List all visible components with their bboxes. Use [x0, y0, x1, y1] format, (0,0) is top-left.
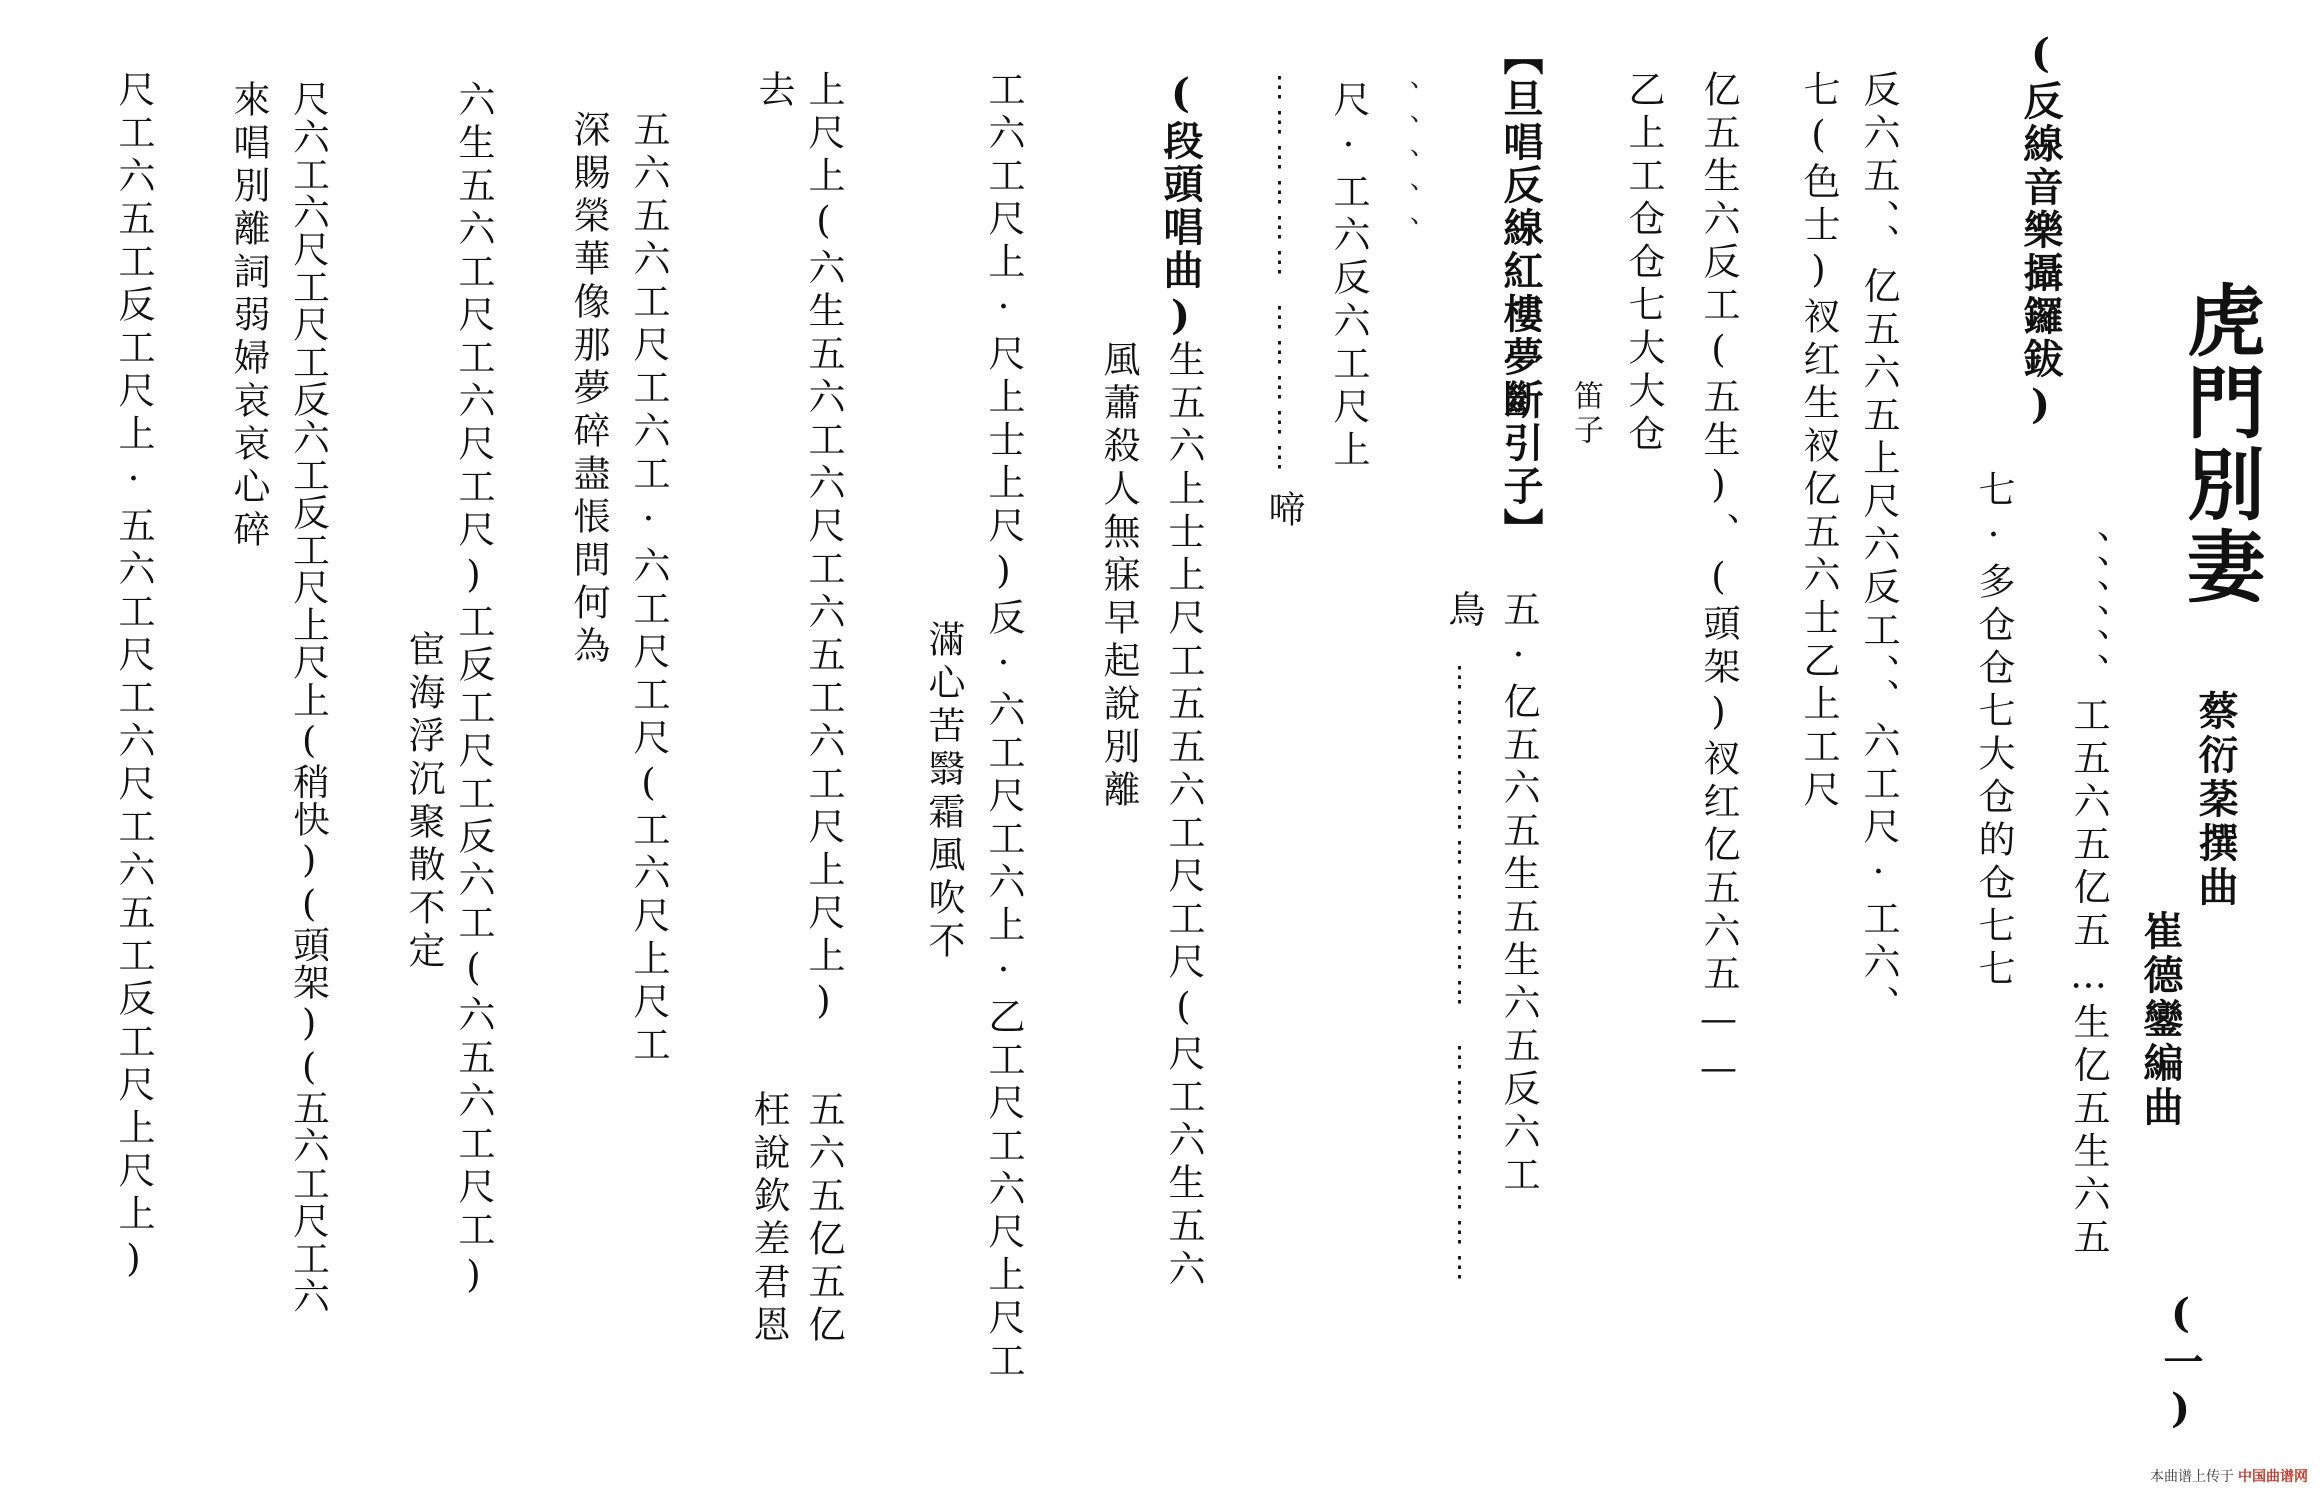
- notation-column: 、、、、、、工五六五亿五…生亿五生六五: [2067, 530, 2110, 1261]
- duan-heading: (段頭唱曲): [1157, 70, 1204, 342]
- notation-column: 尺六工六尺工尺工反六工反工尺上尺上(稍快)(頭架)(五六工尺工六: [287, 80, 331, 1315]
- instrument-label: 笛子: [1568, 380, 1603, 448]
- ellipsis-dots: ⋮⋮⋮⋮⋮⋮⋮: [1443, 1040, 1476, 1285]
- intro-heading: (反線音樂攝鑼鈸): [2017, 30, 2064, 431]
- notation-column: 六生五六工尺工六尺工尺)工反工尺工反六工(六五六工尺工): [452, 80, 495, 1302]
- lyric-column: 深賜榮華像那夢碎盡悵問何為: [567, 110, 610, 669]
- notation-column: 尺·工六反六工尺上: [1327, 80, 1370, 473]
- footer-text: 本曲谱上传于: [2150, 1469, 2234, 1485]
- ellipsis-dots: ⋮⋮⋮⋮⋮: [1263, 300, 1296, 475]
- lyric-column: 鳥: [1442, 590, 1485, 633]
- notation-column: 上尺上(六生五六工六尺工六五工六工尺上尺上): [802, 70, 845, 1028]
- notation-column: 反六五、、亿五六五上尺六反工、、六工尺·工六、: [1857, 70, 1900, 1028]
- lyric-column: 宦海浮沉聚散不定: [402, 630, 445, 974]
- yin-heading: 【旦唱反線紅樓夢斷引子】: [1497, 35, 1544, 551]
- notation-column: 乙上工仓仓七大大仓: [1622, 70, 1665, 457]
- lyric-column: 啼: [1262, 490, 1305, 533]
- footer-watermark: [2150, 1466, 2308, 1486]
- lyric-column: 滿心苦翳霜風吹不: [922, 620, 965, 964]
- notation-column: 亿五生六反工(五生)、(頭架)衩红亿五六五——: [1697, 70, 1740, 1095]
- page-title: 虎門別妻: [2174, 280, 2265, 608]
- lyric-column: 去: [752, 70, 795, 113]
- page-number: (一): [2157, 1290, 2204, 1436]
- notation-column: 生五六上士上尺工五五六工尺工尺(尺工六生五六: [1162, 340, 1205, 1292]
- lyricist-credit: 蔡衍棻撰曲: [2192, 690, 2239, 910]
- notation-column: 五·亿五六五生五生六五反六工: [1497, 590, 1540, 1198]
- arranger-credit: 崔德鑾編曲: [2137, 910, 2184, 1130]
- notation-column: 工六工尺上·尺上士上尺)反·六工尺工六上·乙工尺工六尺上尺工: [982, 70, 1025, 1384]
- notation-column: 五六五六工尺工六工·六工尺工尺(工六尺上尺工: [627, 110, 670, 1068]
- site-logo: 中国曲谱网: [2238, 1469, 2308, 1485]
- ellipsis-dots: ⋮⋮⋮⋮⋮⋮: [1263, 70, 1296, 280]
- notation-column: 七(色士)衩红生衩亿五六士乙上工尺: [1797, 70, 1840, 813]
- notation-column: 五六五亿五亿: [802, 1090, 845, 1348]
- beat-marks: 、、、、、: [1388, 80, 1421, 264]
- lyric-column: 來唱別離詞弱婦哀哀心碎: [227, 80, 270, 553]
- ellipsis-dots: ⋮⋮⋮⋮⋮⋮⋮⋮⋮⋮: [1443, 660, 1476, 1010]
- notation-column: 尺工六五工反工尺上·五六工尺工六尺工六五工反工尺上尺上): [112, 70, 155, 1286]
- lyric-column: 枉說欽差君恩: [747, 1090, 790, 1348]
- notation-column: 七·多仓仓七大仓的仓七七: [1972, 470, 2015, 992]
- lyric-column: 風蕭殺人無寐早起說別離: [1097, 340, 1140, 813]
